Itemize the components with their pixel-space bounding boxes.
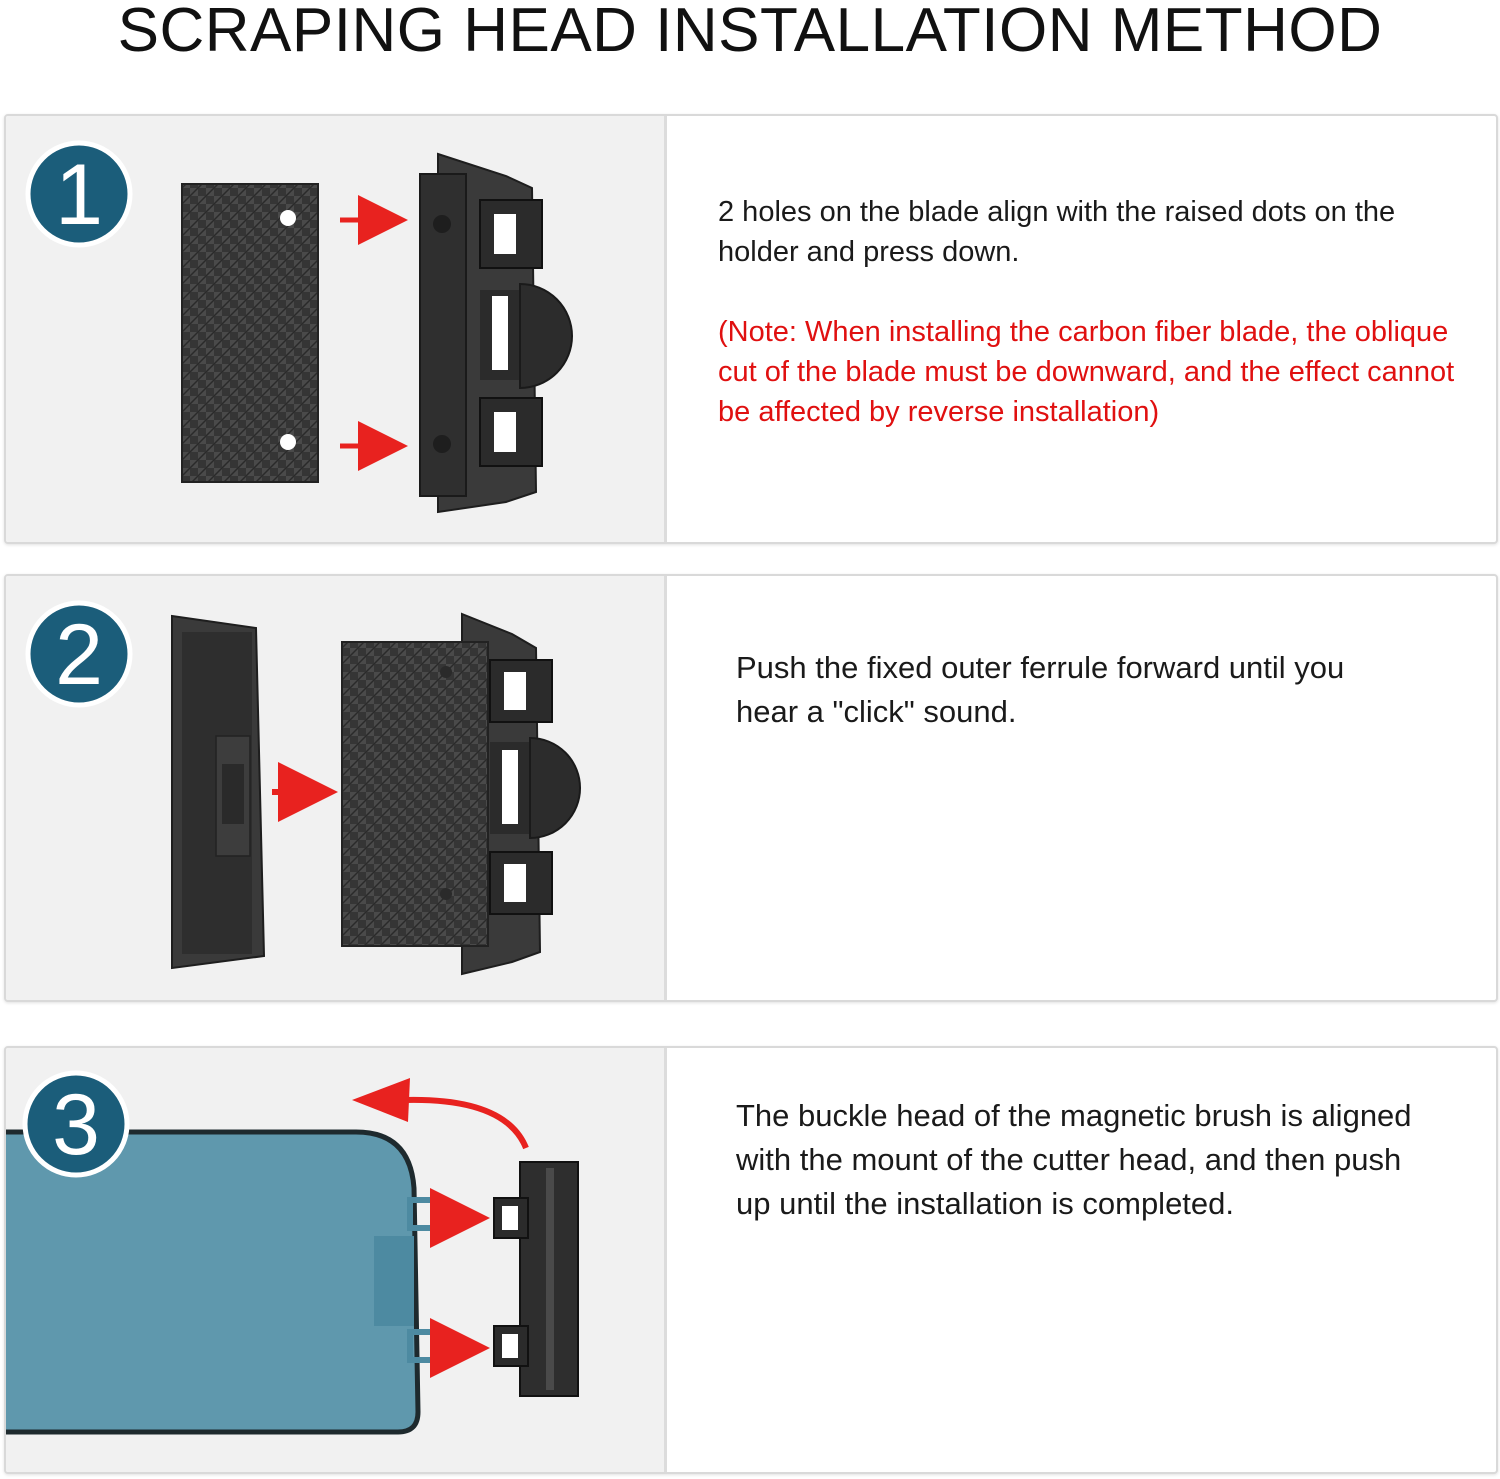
step-3-panel [4,1046,1498,1474]
step-2-badge [28,603,130,705]
step-3-text: The buckle head of the magnetic brush is aligned with the mount of the cutter head, and then push up until the installation is completed. [736,1098,1412,1221]
arrow-icon [444,1218,478,1348]
panel-divider [664,116,667,542]
cutter-head [494,1162,578,1396]
step-1-description [718,192,1468,432]
step-1-panel [4,114,1498,544]
step-3-number: 3 [52,1077,100,1173]
step-3-badge [25,1073,127,1175]
outer-ferrule [172,616,264,968]
step-1-illustration [6,116,664,542]
carbon-blade [182,184,318,482]
step-1-text: 2 holes on the blade align with the raised dots on the holder and press down. [718,196,1396,268]
panel-divider [664,1048,667,1472]
step-1-note: (Note: When installing the carbon fiber blade, the oblique cut of the blade must be downward, and the effect cannot be affected by reverse installation) [718,316,1455,428]
assembled-holder [342,614,580,974]
step-2-text: Push the fixed outer ferrule forward until you hear a "click" sound. [736,650,1345,729]
step-2-number: 2 [55,607,103,703]
arrow-icon [340,220,398,446]
step-1-badge [28,143,130,245]
panel-divider [664,576,667,1000]
step-2-illustration [6,576,664,1000]
blade-holder [420,154,572,512]
step-2-panel [4,574,1498,1002]
step-3-illustration [6,1048,664,1472]
step-1-number: 1 [55,147,103,243]
page-title: SCRAPING HEAD INSTALLATION METHOD [117,0,1383,65]
